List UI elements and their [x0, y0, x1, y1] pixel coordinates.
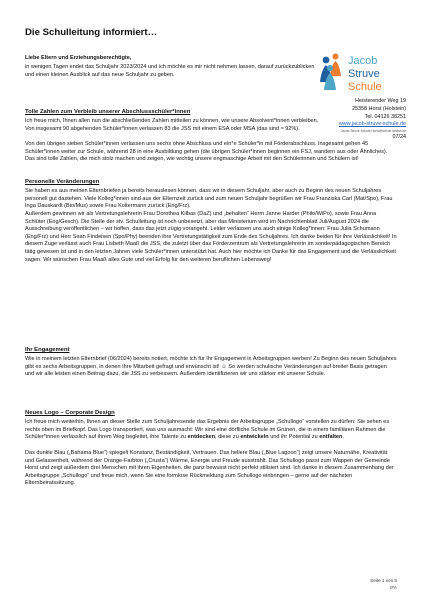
logo-text-d: . — [342, 434, 344, 441]
email-address: Jacob-Struve-Schule.Horst@schule.landsh.de — [340, 129, 406, 134]
logo-paragraph-2: Das dunkle Blau („Bahama Blue“) spiegelt Konstanz, Beständigkeit, Vertrauen. Das hellere Blau („Blue Lagoon“) zeigt unsere Naturnähe, Kreativität und Gelassenheit, während der Orange-Farbton („Crusta“) Wärme, Energie und Freude ausstrahlt. Das Schullogo passt zum Wappen der Gemeinde Horst und zeigt außerdem drei Menschen mit ihren Eigenheiten, die ganz bewusst nicht perfekt stilisiert sind. Ich danke in diesem Zusammenhang der Arbeitsgruppe „Schullogo“ und freue mich, wenn Sie eine formlose Rückmeldung zum Schullogo einbringen – gerne auf der nächsten Elternbeiratssitzung. — [25, 450, 394, 487]
website-link[interactable]: www.jacob-struve-schule.de — [338, 121, 406, 128]
logo-text-1: Jacob — [348, 55, 378, 67]
section-heading-graduates: Tolle Zahlen zum Verbleib unserer Abschlussschüler*innen — [25, 109, 191, 115]
staff-paragraph-2: Außerdem gewinnen wir als Vertretungslehrerin Frau Dorothea Kilbas (DaZ) und „behalten“ Herrn Janne Harder (Philo/WiPo), sowie Frau Anna Schlüter (Eng/Gesch). Die Stelle der stv. Schulleitung ist noch unbesetzt, aber das Ministerium wird im Nachrichtenblatt Juli/August 2024 die Ausschreibung veröffentlichen – wir hoffen, dass das jetzt zügig vorangeht. Leider verlassen uns auch einige Kolleg*innen: Frau Julia Schumann (Eng/Frz) und Herr Sean Findeisen (Spo/Phy) beenden ihre Vertretungstätigkeit zum Ende des Schuljahres. Ich danke beiden für ihre Verlässlichkeit! In diesem Zuge verlässt auch Frau Lisbeth Maaß die JSS, die zuletzt über das Förderzentrum als Vertretungslehrerin im sonderpädagogischen Bereich tätig gewesen ist und in den letzten Jahren viele Schüler*innen unterstützt hat. Auch hier möchte ich Danke für das Engagement und die Verlässlichkeit sagen. Wir wünschen Frau Maaß alles Gute und viel Erfolg für den weiteren beruflichen Lebensweg! — [25, 211, 397, 263]
address-city: 25358 Horst (Holstein) — [352, 105, 406, 112]
logo-text-2: Struve — [348, 68, 380, 80]
logo-text-a: Ich freue mich weiterhin, Ihnen an dieser Stelle zum Schuljahresende das Ergebnis der Arbeitsgruppe „Schullogo“ vorstellen zu dürfen: Sie sehen es rechts oben im Briefkopf. Das Logo transportiert, was uns ausmacht: Wir sind eine dörfliche Schule im Grünen, die in einem familiären Rahmen die Schüler*innen verlässlich auf ihrem Weg begleitet, ihre Talente zu — [25, 419, 390, 441]
page-number: Seite 1 von 5 — [370, 578, 397, 583]
author-initials: IFA — [390, 584, 397, 590]
logo-figures-icon — [320, 54, 341, 91]
letterhead-address — [318, 98, 406, 142]
intro-paragraph: in wenigen Tagen endet das Schuljahr 2023/2024 und ich möchte es mir nicht nehmen lassen, darauf zurückzublicken und einen kleinen Ausblick auf das neue Schuljahr zu geben. — [25, 64, 315, 78]
section-heading-logo: Neues Logo – Corporate Design — [25, 410, 115, 416]
page-footer — [370, 578, 397, 591]
address-phone: Tel. 04126 38251 — [364, 113, 406, 120]
bold-entwickeln: entwickeln — [240, 434, 269, 441]
document-title: Die Schulleitung informiert… — [25, 27, 158, 38]
school-logo — [318, 52, 404, 100]
section-heading-engagement: Ihr Engagement — [25, 347, 70, 353]
letter-date: 07/24 — [392, 134, 406, 141]
bold-entdecken: entdecken — [187, 434, 216, 441]
graduates-paragraph-1: Ich freue mich, Ihnen allen nun die abschließenden Zahlen mitteilen zu können, wie unsere Absolvent*innen verbleiben. Von insgesamt 90 abgehenden Schüler*innen verlassen 83 die JSS mit einem ESA oder MSA (das sind ≈ 92%). — [25, 118, 319, 132]
logo-paragraph-1 — [25, 419, 397, 442]
logo-text-b: , diese zu — [215, 434, 241, 441]
logo-text-3: Schule — [348, 81, 382, 93]
staff-paragraph-1: Sie haben es aus meinen Elternbriefen ja bereits herauslesen können, dass wir in diesem Schuljahr, aber auch zu Beginn des neuen Schuljahres personell gut dastehen. Viele Kolleg*innen sind aus der Elternzeit zurück und zum neuen Schuljahr begrüßen wir Frau Franziska Carl (Mat/Spo), Frau Inga Dauskardt (Bio/Mus) sowie Frau Koltermann zurück (Eng/Frz). — [25, 188, 393, 210]
address-street: Heisterender Weg 19 — [355, 98, 406, 104]
bold-entfalten: entfalten — [319, 434, 343, 441]
greeting: Liebe Eltern und Erziehungsberechtigte, — [25, 55, 132, 61]
section-heading-staff: Personelle Veränderungen — [25, 179, 100, 185]
engagement-paragraph: Wie in meinem letzten Elternbrief (06/2024) bereits notiert, möchte ich für Ihr Engagement in Arbeitsgruppen werben! Zu Beginn des neuen Schuljahres gibt es sechs Arbeitsgruppen, in denen Ihre Mitarbeit gefragt und erwünscht ist! ☺ So werden schulische Veränderungen auf breiter Basis getragen und wir alle leisten einen Beitrag dazu, die JSS zu verbessern. Außerdem identifizieren wir uns stärker mit unserer Schule. — [25, 356, 397, 378]
logo-text-c: und ihr Potential zu — [268, 434, 320, 441]
graduates-paragraph-2: Von den übrigen sieben Schüler*innen verlassen uns sechs ohne Abschluss und ein*e Schüler*in mit Förderabschluss. Insgesamt gehen 45 Schüler*innen weiter zur Schule, während 28 in eine Ausbildung gehen (die übrigen Schüler*innen beginnen ein FSJ, wandern aus oder Ähnliches). Das sind tolle Zahlen, die mich stolz machen und zeigen, wie wichtig unsere engmaschige Arbeit mit den Schülerinnen und Schülern ist! — [25, 141, 388, 163]
